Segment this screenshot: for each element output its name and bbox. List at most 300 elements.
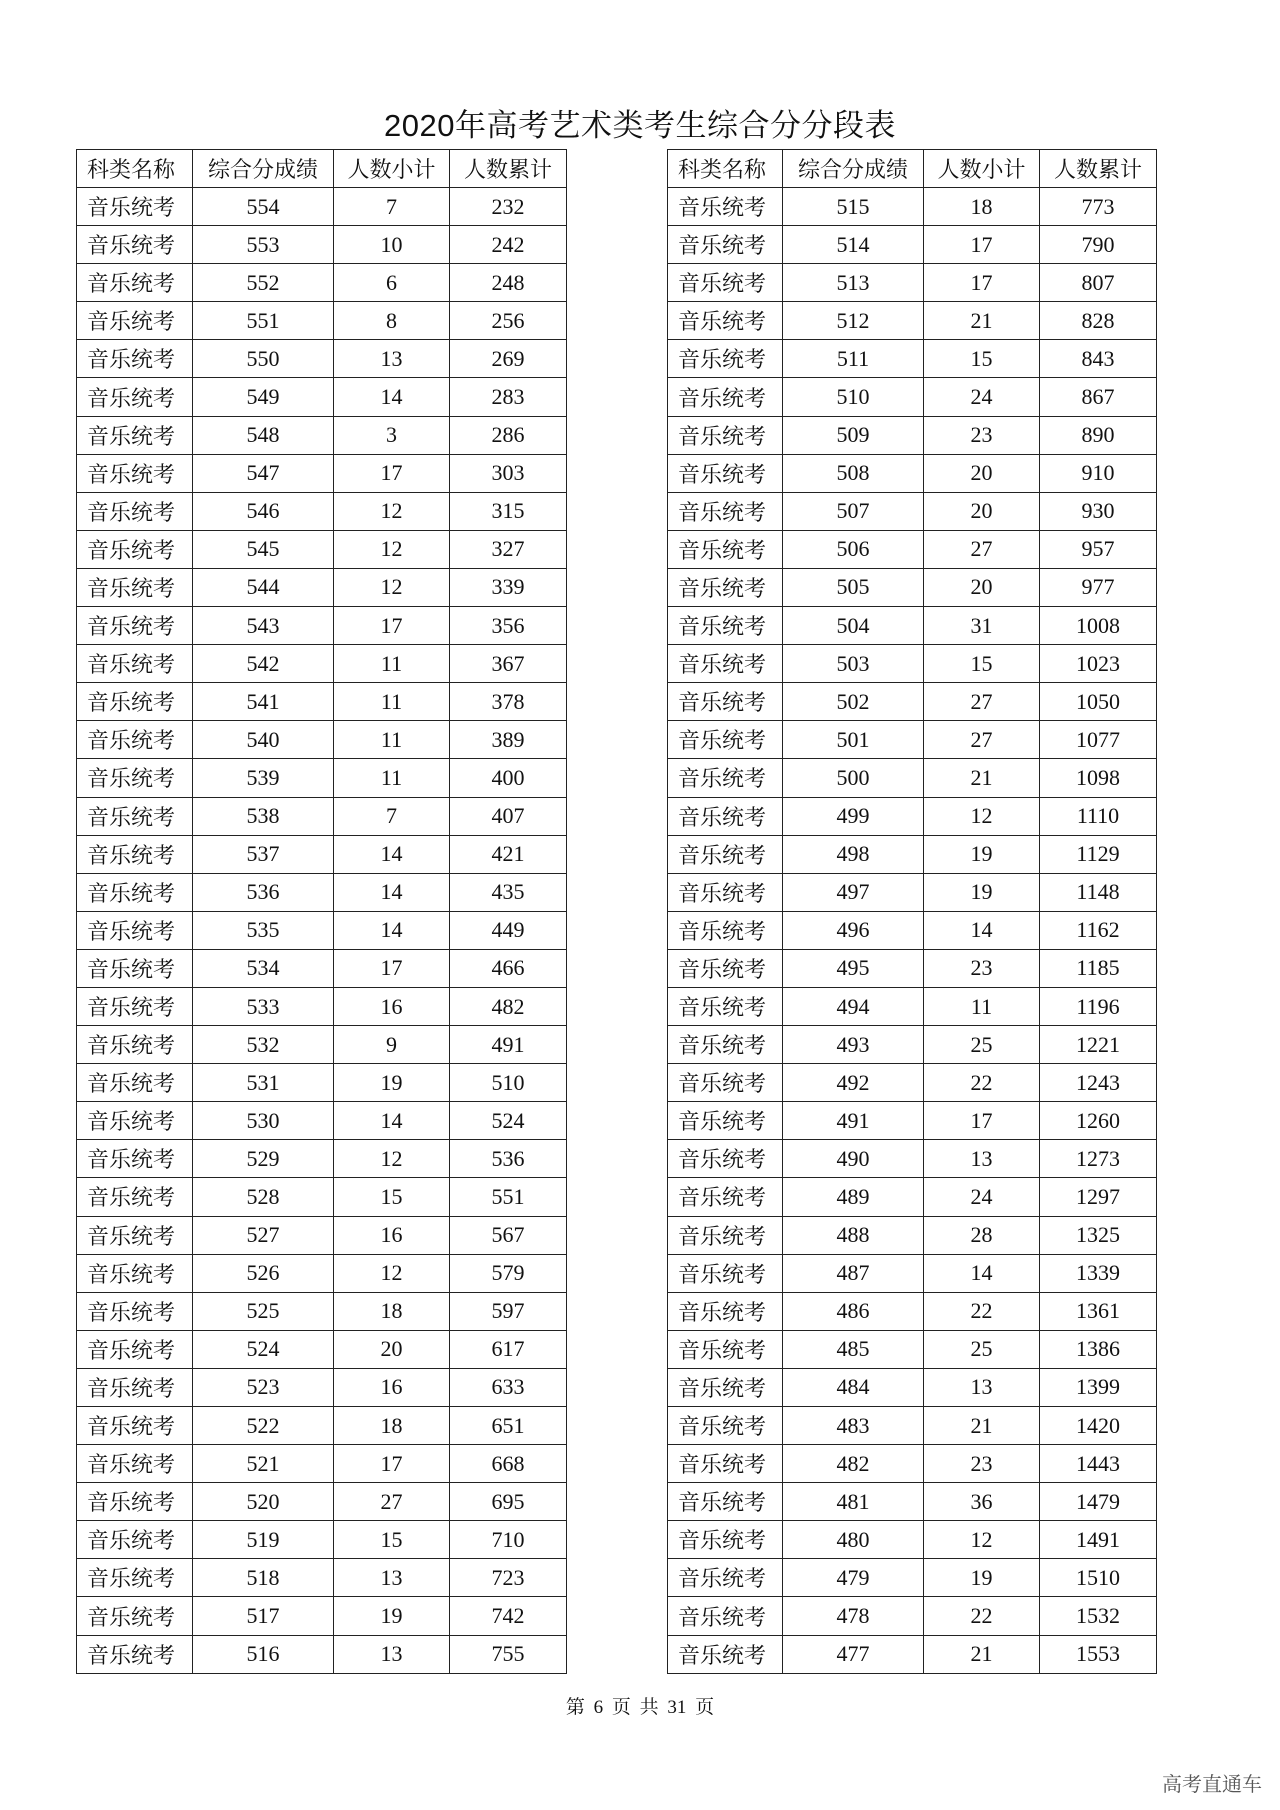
header-count: 人数小计: [334, 150, 450, 188]
cell-cumulative: 1297: [1040, 1178, 1157, 1216]
cell-count: 17: [334, 607, 450, 645]
table-row: [77, 302, 567, 340]
table-row: [77, 454, 567, 492]
cell-count: 20: [924, 492, 1040, 530]
cell-count: 21: [924, 1407, 1040, 1445]
cell-cumulative: 710: [450, 1521, 567, 1559]
cell-cumulative: 1553: [1040, 1635, 1157, 1673]
cell-category: 音乐统考: [668, 873, 783, 911]
cell-category: 音乐统考: [668, 911, 783, 949]
cell-category: 音乐统考: [668, 302, 783, 340]
cell-count: 24: [924, 1178, 1040, 1216]
cell-count: 31: [924, 607, 1040, 645]
cell-cumulative: 930: [1040, 492, 1157, 530]
cell-category: 音乐统考: [668, 1445, 783, 1483]
header-score: 综合分成绩: [783, 150, 924, 188]
cell-category: 音乐统考: [77, 568, 193, 606]
cell-category: 音乐统考: [668, 1368, 783, 1406]
cell-score: 537: [193, 835, 334, 873]
table-row: [77, 1407, 567, 1445]
table-row: [77, 264, 567, 302]
table-row: [668, 1140, 1157, 1178]
cell-cumulative: 339: [450, 568, 567, 606]
header-score: 综合分成绩: [193, 150, 334, 188]
cell-score: 549: [193, 378, 334, 416]
cell-score: 520: [193, 1483, 334, 1521]
cell-score: 543: [193, 607, 334, 645]
cell-category: 音乐统考: [77, 1254, 193, 1292]
cell-category: 音乐统考: [77, 1026, 193, 1064]
cell-score: 547: [193, 454, 334, 492]
cell-count: 12: [334, 568, 450, 606]
cell-score: 481: [783, 1483, 924, 1521]
cell-cumulative: 1162: [1040, 911, 1157, 949]
table-row: [668, 911, 1157, 949]
cell-cumulative: 790: [1040, 226, 1157, 264]
cell-score: 489: [783, 1178, 924, 1216]
table-row: [668, 454, 1157, 492]
cell-category: 音乐统考: [668, 492, 783, 530]
cell-score: 521: [193, 1445, 334, 1483]
table-row: [77, 1140, 567, 1178]
cell-count: 16: [334, 1216, 450, 1254]
cell-score: 490: [783, 1140, 924, 1178]
cell-count: 15: [924, 340, 1040, 378]
header-category: 科类名称: [77, 150, 193, 188]
cell-score: 524: [193, 1330, 334, 1368]
cell-count: 17: [924, 264, 1040, 302]
cell-cumulative: 1098: [1040, 759, 1157, 797]
cell-category: 音乐统考: [77, 416, 193, 454]
cell-cumulative: 551: [450, 1178, 567, 1216]
cell-score: 540: [193, 721, 334, 759]
table-row: [77, 492, 567, 530]
cell-score: 483: [783, 1407, 924, 1445]
cell-score: 523: [193, 1368, 334, 1406]
table-row: [668, 1368, 1157, 1406]
cell-score: 553: [193, 226, 334, 264]
cell-cumulative: 695: [450, 1483, 567, 1521]
table-row: [668, 1064, 1157, 1102]
table-row: [668, 607, 1157, 645]
cell-category: 音乐统考: [77, 911, 193, 949]
cell-cumulative: 910: [1040, 454, 1157, 492]
cell-count: 12: [924, 1521, 1040, 1559]
cell-category: 音乐统考: [77, 1597, 193, 1635]
cell-score: 529: [193, 1140, 334, 1178]
table-row: [668, 949, 1157, 987]
cell-category: 音乐统考: [77, 378, 193, 416]
table-row: [77, 911, 567, 949]
cell-category: 音乐统考: [77, 759, 193, 797]
cell-category: 音乐统考: [77, 835, 193, 873]
table-header-row: [77, 150, 567, 188]
table-row: [77, 1102, 567, 1140]
table-row: [77, 1026, 567, 1064]
table-row: [77, 759, 567, 797]
cell-score: 500: [783, 759, 924, 797]
cell-category: 音乐统考: [668, 683, 783, 721]
cell-cumulative: 421: [450, 835, 567, 873]
cell-cumulative: 1008: [1040, 607, 1157, 645]
cell-score: 539: [193, 759, 334, 797]
cell-cumulative: 256: [450, 302, 567, 340]
cell-cumulative: 742: [450, 1597, 567, 1635]
cell-count: 3: [334, 416, 450, 454]
cell-category: 音乐统考: [668, 835, 783, 873]
cell-count: 19: [924, 873, 1040, 911]
table-row: [668, 226, 1157, 264]
cell-cumulative: 567: [450, 1216, 567, 1254]
cell-category: 音乐统考: [77, 340, 193, 378]
cell-count: 17: [334, 454, 450, 492]
cell-score: 551: [193, 302, 334, 340]
cell-cumulative: 286: [450, 416, 567, 454]
cell-score: 538: [193, 797, 334, 835]
cell-category: 音乐统考: [668, 1140, 783, 1178]
cell-category: 音乐统考: [668, 378, 783, 416]
cell-cumulative: 524: [450, 1102, 567, 1140]
cell-count: 36: [924, 1483, 1040, 1521]
cell-count: 21: [924, 302, 1040, 340]
cell-score: 533: [193, 987, 334, 1025]
table-row: [77, 1445, 567, 1483]
table-row: [668, 1521, 1157, 1559]
cell-count: 13: [924, 1368, 1040, 1406]
table-row: [77, 835, 567, 873]
cell-score: 502: [783, 683, 924, 721]
cell-cumulative: 957: [1040, 530, 1157, 568]
table-row: [77, 1178, 567, 1216]
cell-score: 517: [193, 1597, 334, 1635]
cell-cumulative: 1443: [1040, 1445, 1157, 1483]
cell-score: 548: [193, 416, 334, 454]
cell-count: 20: [334, 1330, 450, 1368]
cell-cumulative: 1110: [1040, 797, 1157, 835]
table-row: [77, 1521, 567, 1559]
cell-count: 25: [924, 1330, 1040, 1368]
table-row: [668, 1178, 1157, 1216]
cell-score: 530: [193, 1102, 334, 1140]
cell-count: 17: [334, 949, 450, 987]
cell-category: 音乐统考: [77, 683, 193, 721]
cell-score: 519: [193, 1521, 334, 1559]
table-row: [668, 1102, 1157, 1140]
cell-score: 513: [783, 264, 924, 302]
table-row: [668, 1407, 1157, 1445]
cell-category: 音乐统考: [77, 1635, 193, 1673]
table-row: [668, 1635, 1157, 1673]
table-row: [668, 416, 1157, 454]
cell-cumulative: 597: [450, 1292, 567, 1330]
cell-count: 12: [334, 1254, 450, 1292]
cell-category: 音乐统考: [668, 607, 783, 645]
table-row: [668, 1483, 1157, 1521]
cell-count: 13: [334, 1559, 450, 1597]
cell-category: 音乐统考: [668, 797, 783, 835]
cell-count: 23: [924, 1445, 1040, 1483]
table-row: [77, 340, 567, 378]
cell-score: 545: [193, 530, 334, 568]
cell-score: 495: [783, 949, 924, 987]
cell-score: 552: [193, 264, 334, 302]
header-category: 科类名称: [668, 150, 783, 188]
cell-category: 音乐统考: [77, 607, 193, 645]
cell-cumulative: 407: [450, 797, 567, 835]
cell-category: 音乐统考: [668, 1102, 783, 1140]
cell-cumulative: 400: [450, 759, 567, 797]
cell-cumulative: 1185: [1040, 949, 1157, 987]
cell-count: 15: [334, 1521, 450, 1559]
table-row: [77, 1559, 567, 1597]
cell-category: 音乐统考: [668, 1407, 783, 1445]
cell-cumulative: 491: [450, 1026, 567, 1064]
cell-score: 504: [783, 607, 924, 645]
cell-cumulative: 668: [450, 1445, 567, 1483]
table-row: [77, 987, 567, 1025]
cell-count: 14: [334, 835, 450, 873]
cell-cumulative: 890: [1040, 416, 1157, 454]
cell-count: 27: [924, 683, 1040, 721]
table-row: [668, 1597, 1157, 1635]
cell-count: 28: [924, 1216, 1040, 1254]
cell-count: 11: [334, 683, 450, 721]
cell-score: 485: [783, 1330, 924, 1368]
cell-count: 13: [334, 340, 450, 378]
cell-category: 音乐统考: [668, 1292, 783, 1330]
cell-category: 音乐统考: [77, 1368, 193, 1406]
table-row: [668, 1216, 1157, 1254]
table-row: [77, 949, 567, 987]
cell-count: 22: [924, 1064, 1040, 1102]
cell-cumulative: 828: [1040, 302, 1157, 340]
cell-score: 554: [193, 188, 334, 226]
table-row: [668, 683, 1157, 721]
cell-cumulative: 723: [450, 1559, 567, 1597]
cell-category: 音乐统考: [668, 226, 783, 264]
cell-cumulative: 536: [450, 1140, 567, 1178]
cell-score: 496: [783, 911, 924, 949]
cell-cumulative: 1386: [1040, 1330, 1157, 1368]
cell-category: 音乐统考: [668, 1216, 783, 1254]
cell-score: 531: [193, 1064, 334, 1102]
cell-category: 音乐统考: [77, 188, 193, 226]
cell-category: 音乐统考: [77, 987, 193, 1025]
cell-score: 522: [193, 1407, 334, 1445]
cell-count: 19: [334, 1597, 450, 1635]
cell-count: 11: [334, 645, 450, 683]
cell-score: 478: [783, 1597, 924, 1635]
table-row: [77, 1330, 567, 1368]
cell-category: 音乐统考: [77, 302, 193, 340]
cell-category: 音乐统考: [668, 530, 783, 568]
cell-cumulative: 1510: [1040, 1559, 1157, 1597]
cell-count: 20: [924, 454, 1040, 492]
cell-count: 16: [334, 987, 450, 1025]
cell-category: 音乐统考: [77, 721, 193, 759]
cell-count: 19: [924, 835, 1040, 873]
cell-cumulative: 579: [450, 1254, 567, 1292]
cell-cumulative: 1196: [1040, 987, 1157, 1025]
cell-cumulative: 466: [450, 949, 567, 987]
cell-count: 15: [924, 645, 1040, 683]
cell-score: 516: [193, 1635, 334, 1673]
cell-score: 479: [783, 1559, 924, 1597]
table-row: [668, 1026, 1157, 1064]
cell-category: 音乐统考: [668, 264, 783, 302]
cell-cumulative: 510: [450, 1064, 567, 1102]
cell-score: 503: [783, 645, 924, 683]
cell-cumulative: 1023: [1040, 645, 1157, 683]
cell-cumulative: 633: [450, 1368, 567, 1406]
cell-score: 512: [783, 302, 924, 340]
cell-category: 音乐统考: [77, 264, 193, 302]
cell-count: 6: [334, 264, 450, 302]
table-row: [668, 645, 1157, 683]
cell-category: 音乐统考: [77, 1407, 193, 1445]
cell-score: 482: [783, 1445, 924, 1483]
page-footer: 第 6 页 共 31 页: [565, 1697, 715, 1718]
cell-score: 499: [783, 797, 924, 835]
cell-count: 7: [334, 797, 450, 835]
table-row: [668, 1330, 1157, 1368]
table-row: [77, 226, 567, 264]
cell-category: 音乐统考: [77, 645, 193, 683]
cell-cumulative: 1129: [1040, 835, 1157, 873]
cell-count: 23: [924, 416, 1040, 454]
cell-score: 525: [193, 1292, 334, 1330]
cell-count: 27: [924, 721, 1040, 759]
cell-count: 18: [334, 1292, 450, 1330]
cell-cumulative: 283: [450, 378, 567, 416]
cell-category: 音乐统考: [668, 416, 783, 454]
cell-score: 484: [783, 1368, 924, 1406]
cell-count: 12: [334, 1140, 450, 1178]
cell-score: 507: [783, 492, 924, 530]
cell-score: 546: [193, 492, 334, 530]
cell-category: 音乐统考: [668, 188, 783, 226]
table-row: [668, 987, 1157, 1025]
cell-count: 8: [334, 302, 450, 340]
cell-score: 532: [193, 1026, 334, 1064]
cell-score: 477: [783, 1635, 924, 1673]
table-row: [77, 1597, 567, 1635]
cell-category: 音乐统考: [77, 1216, 193, 1254]
cell-cumulative: 378: [450, 683, 567, 721]
cell-cumulative: 1050: [1040, 683, 1157, 721]
cell-score: 544: [193, 568, 334, 606]
table-row: [77, 1368, 567, 1406]
cell-cumulative: 977: [1040, 568, 1157, 606]
cell-count: 24: [924, 378, 1040, 416]
cell-count: 13: [924, 1140, 1040, 1178]
cell-cumulative: 1532: [1040, 1597, 1157, 1635]
cell-cumulative: 1479: [1040, 1483, 1157, 1521]
cell-score: 506: [783, 530, 924, 568]
cell-score: 493: [783, 1026, 924, 1064]
cell-count: 27: [924, 530, 1040, 568]
table-row: [668, 530, 1157, 568]
cell-score: 509: [783, 416, 924, 454]
cell-cumulative: 1339: [1040, 1254, 1157, 1292]
cell-count: 17: [924, 1102, 1040, 1140]
cell-cumulative: 303: [450, 454, 567, 492]
cell-count: 11: [924, 987, 1040, 1025]
cell-category: 音乐统考: [77, 492, 193, 530]
cell-cumulative: 1491: [1040, 1521, 1157, 1559]
cell-count: 18: [924, 188, 1040, 226]
cell-score: 486: [783, 1292, 924, 1330]
cell-score: 480: [783, 1521, 924, 1559]
cell-count: 23: [924, 949, 1040, 987]
cell-cumulative: 807: [1040, 264, 1157, 302]
cell-cumulative: 435: [450, 873, 567, 911]
cell-cumulative: 1325: [1040, 1216, 1157, 1254]
cell-category: 音乐统考: [77, 1521, 193, 1559]
table-row: [77, 1254, 567, 1292]
cell-count: 22: [924, 1292, 1040, 1330]
cell-category: 音乐统考: [668, 1254, 783, 1292]
cell-score: 535: [193, 911, 334, 949]
cell-cumulative: 269: [450, 340, 567, 378]
cell-cumulative: 242: [450, 226, 567, 264]
cell-count: 12: [334, 492, 450, 530]
cell-category: 音乐统考: [668, 1597, 783, 1635]
cell-score: 505: [783, 568, 924, 606]
cell-category: 音乐统考: [668, 1483, 783, 1521]
table-row: [668, 759, 1157, 797]
cell-category: 音乐统考: [668, 568, 783, 606]
cell-cumulative: 1361: [1040, 1292, 1157, 1330]
cell-category: 音乐统考: [668, 1178, 783, 1216]
cell-count: 14: [924, 911, 1040, 949]
cell-score: 526: [193, 1254, 334, 1292]
table-row: [77, 188, 567, 226]
cell-score: 497: [783, 873, 924, 911]
table-header-row: [668, 150, 1157, 188]
cell-count: 7: [334, 188, 450, 226]
cell-count: 12: [334, 530, 450, 568]
table-row: [77, 568, 567, 606]
cell-category: 音乐统考: [77, 1292, 193, 1330]
cell-score: 510: [783, 378, 924, 416]
cell-category: 音乐统考: [668, 1330, 783, 1368]
table-row: [77, 378, 567, 416]
table-row: [77, 683, 567, 721]
cell-score: 494: [783, 987, 924, 1025]
cell-count: 14: [334, 1102, 450, 1140]
cell-cumulative: 651: [450, 1407, 567, 1445]
table-row: [77, 1064, 567, 1102]
cell-category: 音乐统考: [77, 1330, 193, 1368]
cell-score: 511: [783, 340, 924, 378]
cell-count: 9: [334, 1026, 450, 1064]
cell-count: 11: [334, 721, 450, 759]
cell-count: 17: [334, 1445, 450, 1483]
cell-score: 528: [193, 1178, 334, 1216]
cell-score: 488: [783, 1216, 924, 1254]
cell-count: 14: [334, 911, 450, 949]
cell-count: 20: [924, 568, 1040, 606]
cell-score: 492: [783, 1064, 924, 1102]
cell-cumulative: 1148: [1040, 873, 1157, 911]
table-row: [77, 721, 567, 759]
cell-count: 27: [334, 1483, 450, 1521]
table-row: [668, 264, 1157, 302]
cell-category: 音乐统考: [77, 1178, 193, 1216]
cell-category: 音乐统考: [77, 1445, 193, 1483]
cell-count: 21: [924, 759, 1040, 797]
